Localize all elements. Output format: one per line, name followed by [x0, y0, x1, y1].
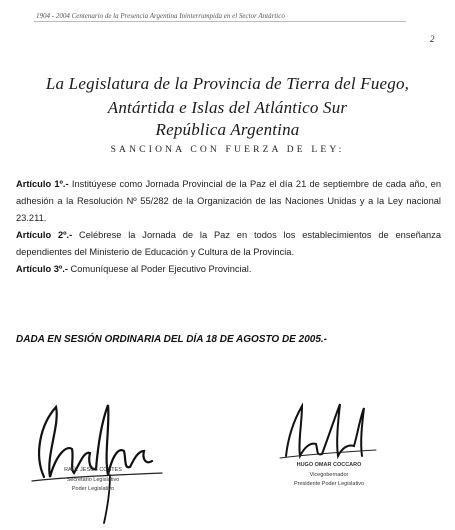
header-rule: [34, 21, 406, 22]
title-line-1: La Legislatura de la Provincia de Tierra del Fuego,: [45, 74, 410, 93]
article-2: [16, 227, 441, 261]
signature-right: [272, 398, 382, 468]
title-line-2: Antártida e Islas del Atlántico Sur: [107, 98, 348, 117]
signature-right-role-2: Presidente Poder Legislativo: [293, 481, 364, 487]
signature-right-role-1: Vicegobernador: [309, 472, 349, 478]
sanciona-heading: SANCIONA CON FUERZA DE LEY:: [110, 145, 345, 155]
article-2-label: Artículo 2º.-: [16, 230, 73, 240]
article-1-text: Institúyese como Jornada Provincial de la Paz el día 21 de septiembre de cada año, en adhesión a la Resolución Nº 55/282 de la Organización de las Naciones Unidas y a la Ley nacional 23.211.: [16, 179, 441, 223]
signature-left-role-2: Poder Legislativo: [71, 486, 115, 492]
article-1: [16, 176, 441, 227]
article-3-text: Comuníquese al Poder Ejecutivo Provincial.: [67, 264, 252, 274]
signature-right-name: HUGO OMAR COCCARO: [296, 462, 362, 468]
signature-left: [26, 385, 166, 525]
page-mark: 2: [430, 34, 435, 44]
article-2-text: Celébrese la Jornada de la Paz en todos los establecimientos de enseñanza dependientes del Ministerio de Educación y Cultura de la Provincia.: [16, 230, 441, 257]
article-3: [16, 261, 441, 278]
article-3-label: Artículo 3º.-: [16, 264, 68, 274]
signature-left-name: RAÚL JESÚS COSTES: [64, 467, 122, 473]
article-1-label: Artículo 1º.-: [16, 179, 69, 189]
signature-left-role-1: Secretario Legislativo: [66, 477, 120, 483]
header-commemorative-text: 1904 - 2004 Centenario de la Presencia Argentina Ininterrumpida en el Sector Antártico: [36, 12, 285, 20]
title-line-3: República Argentina: [155, 120, 300, 139]
session-date-line: DADA EN SESIÓN ORDINARIA DEL DÍA 18 DE AGOSTO DE 2005.-: [16, 334, 327, 345]
